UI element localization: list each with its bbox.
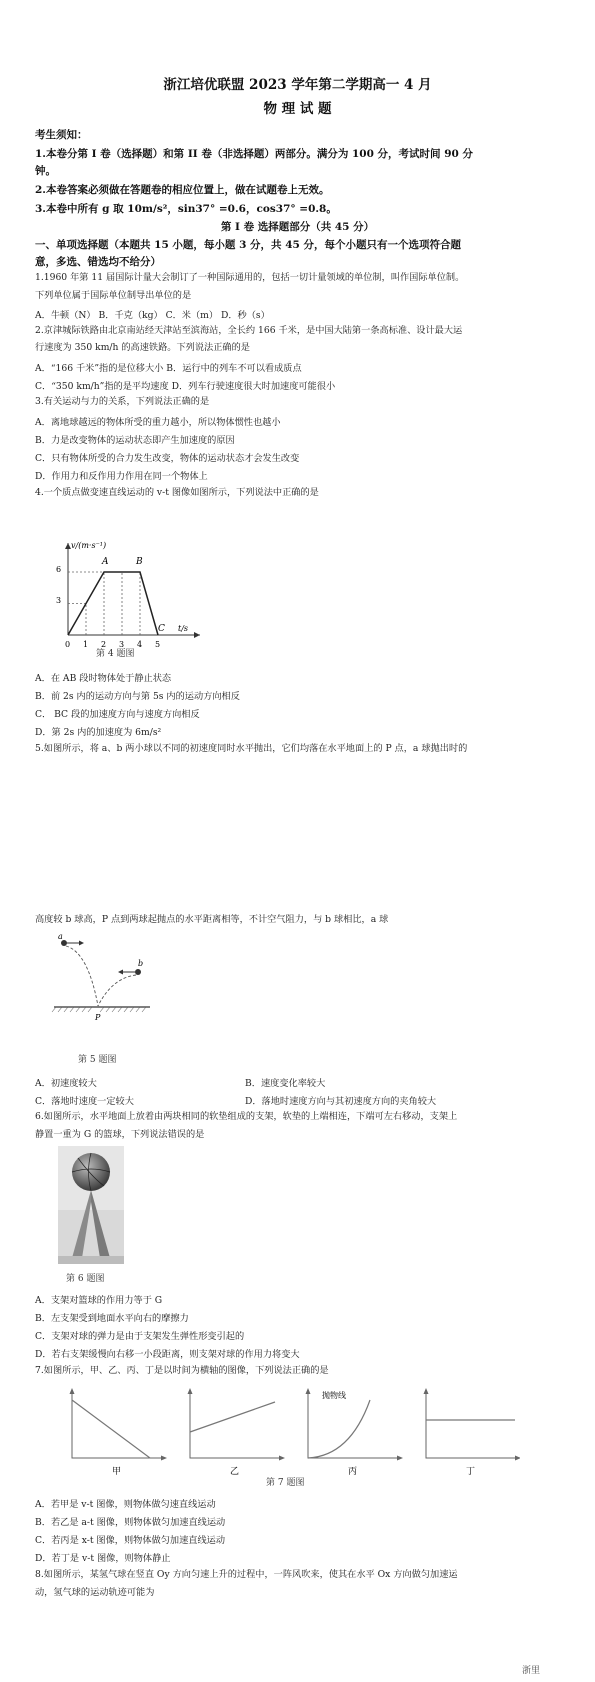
q7-label-yi: 乙 [230,1467,240,1477]
q8-stem-2: 动，氢气球的运动轨迹可能为 [35,1587,155,1598]
q2-options-ab: A．“166 千米”指的是位移大小 B．运行中的列车不可以看成质点 [35,363,302,374]
q4-y-label: v/(m·s⁻¹) [71,541,107,550]
q6-option-c: C．支架对球的弹力是由于支架发生弹性形变引起的 [35,1331,245,1342]
section-heading-a: 一、单项选择题（本题共 15 小题，每小题 3 分，共 45 分，每个小题只有一个选项符合题 [35,239,461,251]
q7-figures [50,1380,520,1480]
q7-yi-axes [190,1390,283,1458]
q7-jia-axes [72,1390,165,1458]
q4-point-c: C [158,624,165,634]
q4-xtick-0: 0 [65,640,71,649]
q6-stem-2: 静置一重为 G 的篮球，下列说法错误的是 [35,1129,205,1140]
q2-stem-2: 行速度为 350 km/h 的高速铁路。下列说法正确的是 [35,342,250,353]
q3-option-b: B．力是改变物体的运动状态即产生加速度的原因 [35,435,235,446]
q7-option-a: A．若甲是 v-t 图像，则物体做匀速直线运动 [35,1499,216,1510]
q1-stem-1: 1.1960 年第 11 届国际计量大会制订了一种国际通用的，包括一切计量领域的单位制，叫作国际单位制。 [35,272,465,283]
q7-parabola-label: 抛物线 [322,1391,346,1400]
notice-line-3: 3.本卷中所有 g 取 10m/s²，sin37° =0.6，cos37° =0.8。 [35,203,337,215]
q5-option-b: B．速度变化率较大 [245,1078,326,1089]
notice-line-2: 2.本卷答案必须做在答题卷的相应位置上，做在试题卷上无效。 [35,184,330,196]
q2-stem-1: 2.京津城际铁路由北京南站经天津站至滨海站，全长约 166 千米，是中国大陆第一条高标准、设计最大运 [35,325,463,336]
notice-heading: 考生须知： [35,129,88,141]
q5-stem-1: 5.如图所示，将 a、b 两小球以不同的初速度同时水平抛出，它们均落在水平地面上的 P 点，a 球抛出时的 [35,743,468,754]
q1-stem-2: 下列单位属于国际单位制导出单位的是 [35,290,192,301]
q4-point-a: A [102,557,109,567]
q7-bing-axes [308,1390,401,1458]
q6-stem-1: 6.如图所示，水平地面上放着由两块相同的软垫组成的支架，软垫的上端相连，下端可左右移动，支架上 [35,1111,458,1122]
part1-heading: 第 I 卷 选择题部分（共 45 分） [220,221,375,233]
q7-option-d: D．若丁是 v-t 图像，则物体静止 [35,1553,171,1564]
q6-caption: 第 6 题图 [66,1274,105,1284]
q1-options: A．牛顿（N） B．千克（kg） C．米（m） D．秒（s） [35,310,270,321]
q5-option-a: A．初速度较大 [35,1078,97,1089]
q7-yi-line [190,1402,275,1432]
ball-b-icon [135,969,141,975]
label-p: P [95,1013,101,1022]
footer-mark: 浙里 [522,1666,541,1676]
section-heading-b: 意，多选、错选均不给分） [35,256,161,268]
q3-option-c: C．只有物体所受的合力发生改变，物体的运动状态才会发生改变 [35,453,300,464]
q4-xtick-1: 1 [83,640,89,649]
q5-option-c: C．落地时速度一定较大 [35,1096,134,1107]
q6-option-b: B．左支架受到地面水平向右的摩擦力 [35,1313,189,1324]
q5-option-d: D．落地时速度方向与其初速度方向的夹角较大 [245,1096,437,1107]
exam-subject: 物 理 试 题 [263,101,332,117]
trajectory-b [98,975,136,1006]
ground-hatch [52,1007,146,1012]
notice-line-1: 1.本卷分第 I 卷（选择题）和第 II 卷（非选择题）两部分。满分为 100 分，考试时间 90 分 [35,148,473,160]
q4-option-a: A．在 AB 段时物体处于静止状态 [35,673,172,684]
q2-options-cd: C．“350 km/h”指的是平均速度 D．列车行驶速度很大时加速度可能很小 [35,381,336,392]
q5-caption: 第 5 题图 [78,1055,117,1065]
q8-stem-1: 8.如图所示，某氢气球在竖直 Oy 方向匀速上升的过程中，一阵风吹来，使其在水平 Ox 方向做匀加速运 [35,1569,458,1580]
q4-xtick-4: 4 [137,640,143,649]
q4-xtick-3: 3 [119,640,125,649]
q6-photo [58,1146,124,1264]
q3-option-a: A．离地球越远的物体所受的重力越小，所以物体惯性也越小 [35,417,281,428]
q7-caption: 第 7 题图 [266,1478,305,1488]
q4-caption: 第 4 题图 [96,649,135,659]
q4-x-arrow [194,632,200,638]
trajectory-a [66,946,98,1006]
q4-x-label: t/s [178,624,189,633]
q5-stem-2: 高度较 b 球高，P 点到两球起抛点的水平距离相等，不计空气阻力，与 b 球相比，a 球 [35,914,389,925]
exam-title: 浙江培优联盟 2023 学年第二学期高一 4 月 [163,77,432,93]
q4-option-b: B．前 2s 内的运动方向与第 5s 内的运动方向相反 [35,691,240,702]
q4-ytick-6: 6 [56,565,62,574]
q7-bing-curve [308,1400,370,1458]
q4-option-c: C． BC 段的加速度方向与速度方向相反 [35,709,200,720]
notice-line-1b: 钟。 [35,165,56,177]
q6-option-d: D．若右支架缓慢向右移一小段距离，则支架对球的作用力将变大 [35,1349,300,1360]
q7-jia-line [72,1400,150,1458]
q7-label-ding: 丁 [466,1467,476,1477]
q4-xtick-5: 5 [155,640,161,649]
q4-point-b: B [136,557,143,567]
q3-stem: 3.有关运动与力的关系，下列说法正确的是 [35,396,210,407]
q4-stem: 4.一个质点做变速直线运动的 v-t 图像如图所示，下列说法中正确的是 [35,487,319,498]
q7-ding-axes [426,1390,519,1458]
q4-option-d: D．第 2s 内的加速度为 6m/s² [35,727,162,738]
q7-label-jia: 甲 [112,1467,122,1477]
basketball-icon [72,1153,110,1191]
q5-figure [50,930,160,1025]
q7-option-c: C．若丙是 x-t 图像，则物体做匀加速直线运动 [35,1535,226,1546]
q4-xtick-2: 2 [101,640,107,649]
q7-option-b: B．若乙是 a-t 图像，则物体做匀加速直线运动 [35,1517,226,1528]
label-a: a [58,932,63,941]
q3-option-d: D．作用力和反作用力作用在同一个物体上 [35,471,208,482]
q4-ytick-3: 3 [56,596,62,605]
q6-option-a: A．支架对篮球的作用力等于 G [35,1295,163,1306]
q7-label-bing: 丙 [348,1467,358,1477]
label-b: b [138,959,144,968]
q7-stem: 7.如图所示，甲、乙、丙、丁是以时间为横轴的图像，下列说法正确的是 [35,1365,329,1376]
